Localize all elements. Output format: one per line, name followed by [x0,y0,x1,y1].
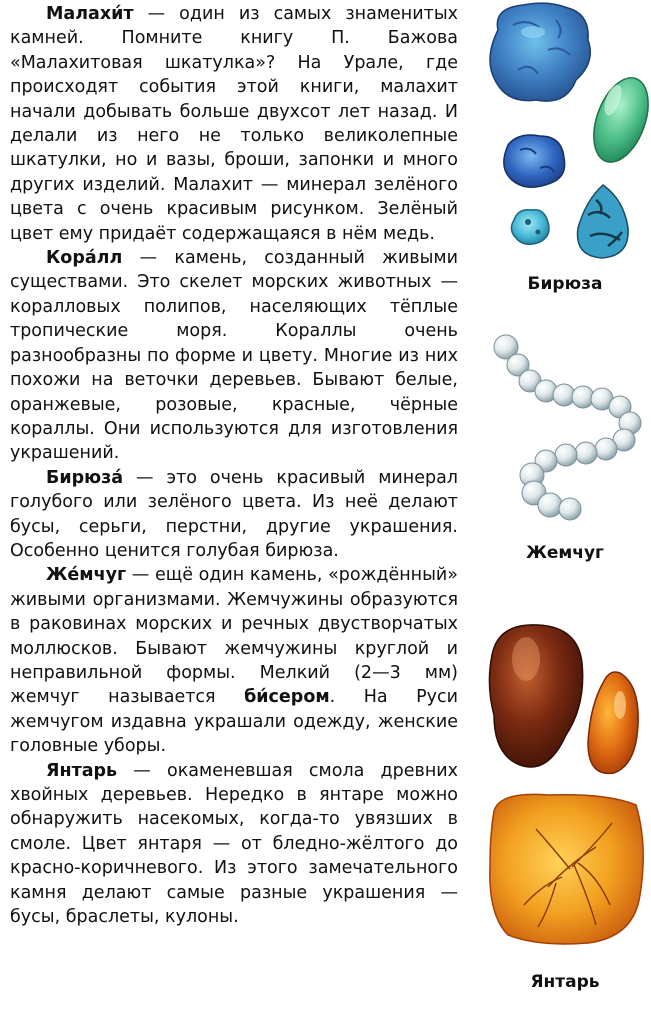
amber-dark-stone [489,625,582,767]
paragraph-coral [10,246,458,466]
turquoise-oval-cabochon [583,70,651,169]
turquoise-illustration [478,0,651,265]
caption-turquoise: Бирюза [527,274,603,294]
paragraph-turquoise-body: — это очень красивый минерал голубого или зелёного цвета. Из неё делают бусы, серьги, перстни, другие украшения. Особенно ценится голубая бирюза. [10,467,458,561]
term-pearl: Же́мчуг [46,565,127,586]
turquoise-teardrop [578,185,629,258]
caption-amber: Янтарь [530,972,600,992]
pearl-illustration [488,325,651,530]
paragraph-amber [10,759,458,930]
paragraph-pearl-body-start: — ещё один камень, «рождённый» живыми организмами. Жемчужины образуются в раковинах морских и речных двустворчатых моллюсков. Бывают жемчужины круглой и неправильной формы. Мелкий (2—3 мм) жемчуг называется [10,565,458,708]
paragraph-coral-body: — камень, созданный живыми существами. Это скелет морских животных — коралловых полипов, населяющих тёплые тропические моря. Кораллы очень разнообразны по форме и цвету. Многие из них похожи на веточки деревьев. Бывают белые, оранжевые, розовые, красные, чёрные кораллы. Они используются для изготовления украшений. [10,248,458,464]
paragraph-malachite-body: — один из самых знаменитых камней. Помните книгу П. Бажова «Малахитовая шкатулка»? На Урале, где происходят события этой книги, малахит начали добывать больше двухсот лет назад. И делали из него не только великолепные шкатулки, но и вазы, броши, запонки и много других изделий. Малахит — минерал зелёного цвета с очень красивым рисунком. Зелёный цвет ему придаёт содержащаяся в нём медь. [10,4,458,244]
term-biser: би́сером [244,687,330,708]
term-turquoise: Бирюза́ [46,467,124,488]
paragraph-amber-body: — окаменевшая смола древних хвойных деревьев. Нередко в янтаре можно обнаружить насекомых, когда-то увязших в смоле. Цвет янтаря — от бледно-жёлтого до красно-коричневого. Из этого замечательного камня делают самые разные украшения — бусы, браслеты, кулоны. [10,760,458,928]
amber-with-insect [490,794,643,944]
caption-pearl: Жемчуг [526,543,604,563]
paragraph-pearl [10,563,458,758]
turquoise-medium-nugget [504,135,565,187]
article-text [10,2,458,929]
amber-orange-drop [588,672,638,773]
term-malachite: Малахи́т [46,4,134,24]
term-coral: Кора́лл [46,248,123,269]
paragraph-malachite [10,2,458,246]
pearl-strand [494,335,641,520]
term-amber: Янтарь [46,760,118,781]
paragraph-pearl-body-end: . На Руси жемчугом издавна украшали одежду, женские головные уборы. [10,687,458,757]
turquoise-small-nugget [511,210,549,245]
amber-illustration [478,615,651,965]
paragraph-turquoise [10,466,458,564]
turquoise-big-nugget [490,3,590,101]
